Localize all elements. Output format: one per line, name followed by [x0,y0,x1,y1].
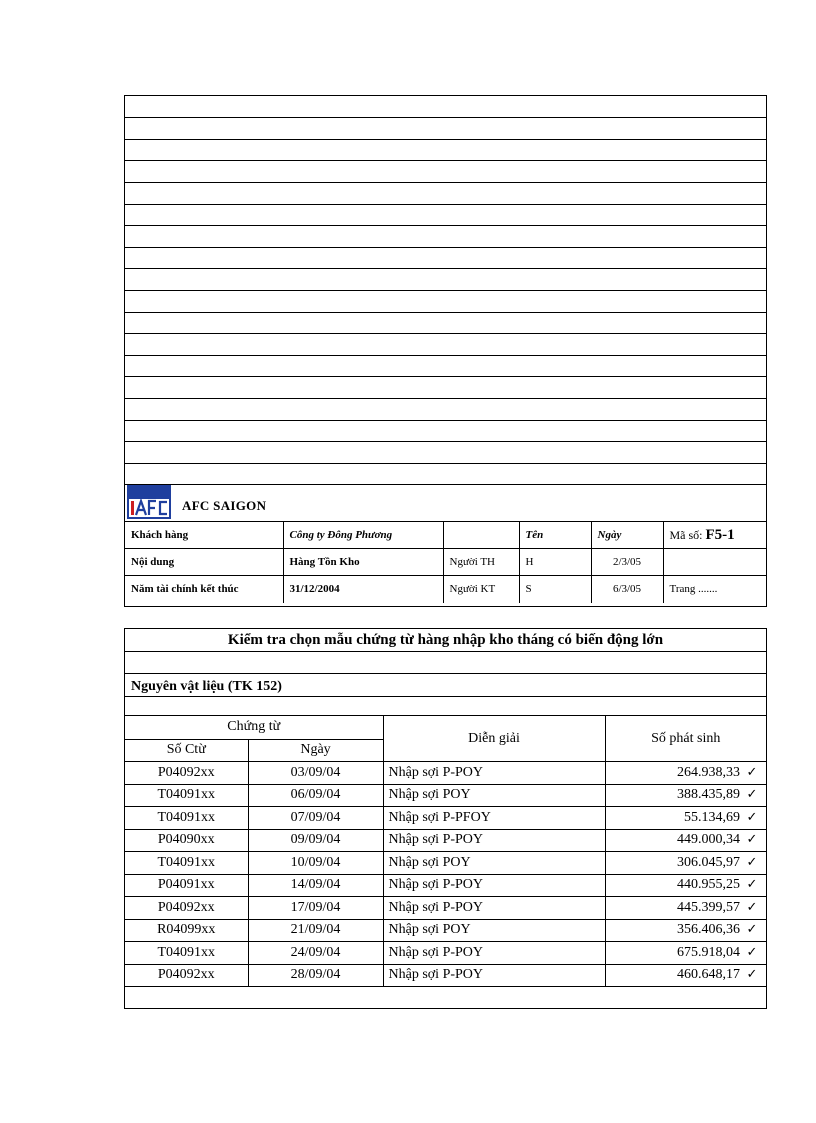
column-header-date: Ngày [248,739,383,762]
doc-amount-cell [605,964,766,987]
doc-amount-cell [605,874,766,897]
doc-amount-cell [605,897,766,920]
doc-description: Nhập sợi P-POY [383,897,605,920]
doc-amount: 675.918,04 [677,944,740,960]
rule-line [125,160,766,161]
rule-line [125,398,766,399]
doc-number: R04099xx [125,919,248,942]
sample-test-sheet [124,628,767,1009]
voucher-table [125,716,766,987]
doc-number: T04091xx [125,942,248,965]
header-row-client [125,522,766,549]
blank-row [125,697,766,716]
checkmark-icon: ✓ [746,854,758,870]
doc-amount: 440.955,25 [677,877,740,893]
doc-amount: 55.134,69 [684,809,740,825]
code-cell [663,522,766,549]
column-header-doc-no: Số Ctừ [125,739,248,762]
rule-line [125,225,766,226]
doc-date: 17/09/04 [248,897,383,920]
doc-description: Nhập sợi P-PFOY [383,807,605,830]
checkmark-icon: ✓ [746,899,758,915]
checkmark-icon: ✓ [746,787,758,803]
doc-number: P04092xx [125,762,248,785]
doc-description: Nhập sợi POY [383,784,605,807]
doc-date: 10/09/04 [248,852,383,875]
column-ten: Tên [519,522,591,549]
doc-amount: 460.648,17 [677,967,740,983]
doc-amount-cell [605,784,766,807]
table-row [125,852,766,875]
checkmark-icon: ✓ [746,877,758,893]
doc-date: 03/09/04 [248,762,383,785]
doc-description: Nhập sợi P-POY [383,942,605,965]
table-row [125,897,766,920]
fiscal-year-end: 31/12/2004 [283,576,443,603]
doc-amount-cell [605,919,766,942]
company-name: AFC SAIGON [182,498,267,513]
table-row [125,784,766,807]
group-header-vouchers: Chứng từ [125,716,383,739]
doc-date: 07/09/04 [248,807,383,830]
table-row [125,942,766,965]
doc-date: 24/09/04 [248,942,383,965]
table-row [125,964,766,987]
code-blank [663,549,766,576]
rule-line [125,290,766,291]
doc-description: Nhập sợi P-POY [383,874,605,897]
checkmark-icon: ✓ [746,944,758,960]
rule-line [125,204,766,205]
rule-line [125,355,766,356]
rule-line [125,268,766,269]
role-blank [443,522,519,549]
table-row [125,919,766,942]
logo-row [125,484,766,521]
working-paper-header [124,484,767,607]
header-row-content [125,549,766,576]
doc-number: T04091xx [125,784,248,807]
afc-logo [127,485,171,519]
rule-line [125,247,766,248]
checkmark-icon: ✓ [746,832,758,848]
doc-number: P04092xx [125,964,248,987]
reviewer-date: 6/3/05 [591,576,663,603]
preparer-name: H [519,549,591,576]
table-row [125,807,766,830]
content-value: Hàng Tồn Kho [283,549,443,576]
doc-date: 14/09/04 [248,874,383,897]
column-header-description: Diễn giải [383,716,605,762]
doc-number: T04091xx [125,807,248,830]
doc-amount-cell [605,852,766,875]
doc-amount: 264.938,33 [677,764,740,780]
label-fiscal-year: Năm tài chính kết thúc [125,576,283,603]
rule-line [125,376,766,377]
section-heading: Nguyên vật liệu (TK 152) [125,674,766,697]
table-row [125,762,766,785]
doc-description: Nhập sợi P-POY [383,829,605,852]
code-value: F5-1 [705,526,735,543]
preparer-date: 2/3/05 [591,549,663,576]
doc-description: Nhập sợi P-POY [383,964,605,987]
doc-amount-cell [605,807,766,830]
rule-line [125,420,766,421]
doc-date: 21/09/04 [248,919,383,942]
blank-row [125,652,766,674]
preparer-label: Người TH [443,549,519,576]
doc-number: P04090xx [125,829,248,852]
column-header-amount: Số phát sinh [605,716,766,762]
ruled-notes-area [124,95,767,485]
table-header-row [125,716,766,739]
doc-amount: 388.435,89 [677,787,740,803]
column-ngay: Ngày [591,522,663,549]
rule-line [125,312,766,313]
checkmark-icon: ✓ [746,922,758,938]
reviewer-name: S [519,576,591,603]
rule-line [125,139,766,140]
client-name: Công ty Đông Phương [283,522,443,549]
rule-line [125,463,766,464]
checkmark-icon: ✓ [746,809,758,825]
code-label: Mã số: [669,527,703,542]
doc-date: 28/09/04 [248,964,383,987]
header-info-table [125,521,766,603]
table-row [125,829,766,852]
rule-line [125,182,766,183]
checkmark-icon: ✓ [746,764,758,780]
doc-date: 09/09/04 [248,829,383,852]
doc-description: Nhập sợi POY [383,919,605,942]
doc-amount-cell [605,829,766,852]
doc-amount: 356.406,36 [677,922,740,938]
doc-number: T04091xx [125,852,248,875]
page-number: Trang ....... [663,576,766,603]
label-content: Nội dung [125,549,283,576]
table-row [125,874,766,897]
doc-amount-cell [605,942,766,965]
doc-description: Nhập sợi POY [383,852,605,875]
doc-amount: 306.045,97 [677,854,740,870]
doc-amount-cell [605,762,766,785]
reviewer-label: Người KT [443,576,519,603]
label-client: Khách hàng [125,522,283,549]
sheet-title: Kiểm tra chọn mẫu chứng từ hàng nhập kho tháng có biến động lớn [125,629,766,652]
doc-number: P04091xx [125,874,248,897]
doc-number: P04092xx [125,897,248,920]
rule-line [125,117,766,118]
header-row-fiscal [125,576,766,603]
doc-description: Nhập sợi P-POY [383,762,605,785]
checkmark-icon: ✓ [746,967,758,983]
rule-line [125,441,766,442]
doc-date: 06/09/04 [248,784,383,807]
doc-amount: 449.000,34 [677,832,740,848]
doc-amount: 445.399,57 [677,899,740,915]
rule-line [125,333,766,334]
